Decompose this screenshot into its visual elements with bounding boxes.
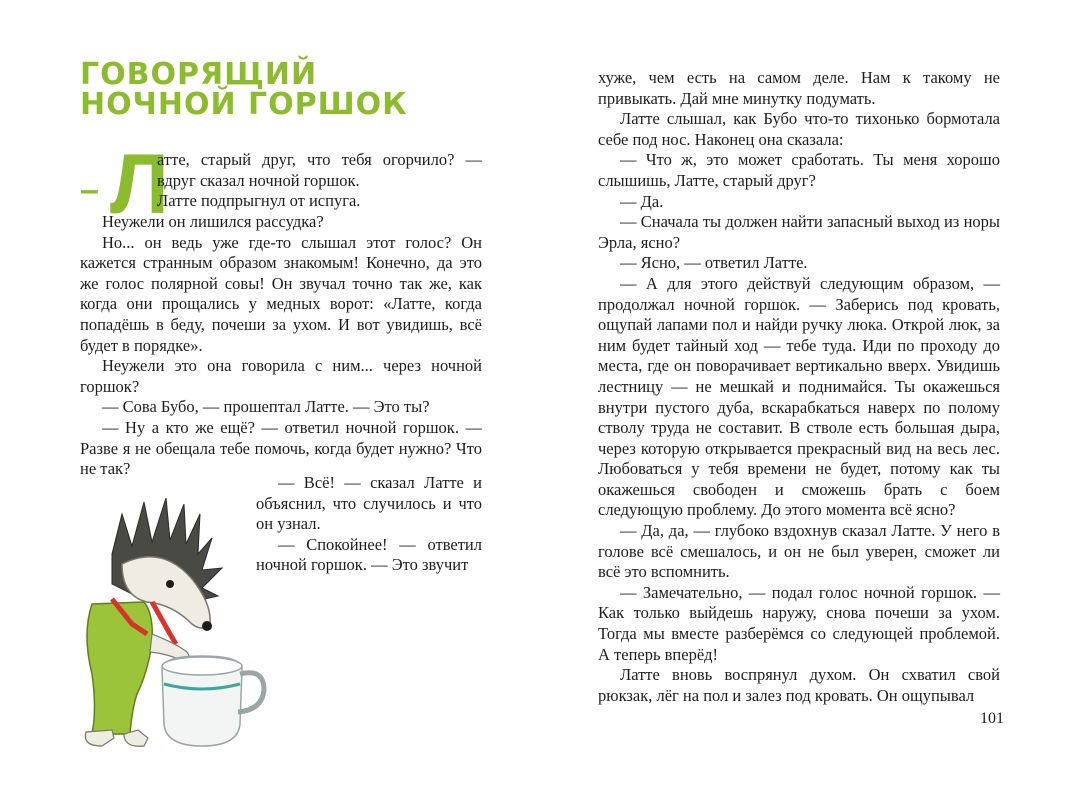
chapter-title-line-1: ГОВОРЯЩИЙ — [80, 57, 318, 92]
paragraph: — Всё! — сказал Латте и объяснил, что случилось и что он узнал. — [256, 473, 482, 534]
paragraph: — Спокойнее! — ответил ночной горшок. — Это звучит — [256, 534, 482, 575]
paragraph: — Замечательно, — подал голос ночной горшок. — Как только выйдешь наружу, снова почеши за ухом. Тогда мы вместе разберёмся со следующей проблемой. А теперь вперёд! — [598, 582, 1000, 664]
paragraph: — Ясно, — ответил Латте. — [620, 253, 808, 273]
drop-cap-dash: – — [80, 171, 99, 209]
hedgehog-nose — [202, 621, 212, 631]
drop-cap-line-2: вдруг сказал ночной горшок. — [157, 170, 360, 190]
page-number — [980, 710, 1004, 728]
chapter-title — [80, 57, 408, 122]
hedgehog-foot — [124, 730, 148, 746]
paragraph: Латте слышал, как Бубо что-то тихонько бормотала себе под нос. Наконец она сказала: — [598, 109, 1000, 149]
hedgehog-foot — [85, 730, 114, 746]
chapter-title-line-2: НОЧНОЙ ГОРШОК — [80, 87, 408, 122]
paragraph: Но... он ведь уже где-то слышал этот голос? Он кажется странным образом знакомым! Конечно, да это же голос полярной совы! Он звучал точно так же, как когда они прощались у медных ворот: «Латте, когда попадёшь в беду, почеши за ухом. И вот увидишь, всё будет в порядке». — [80, 232, 482, 355]
paragraph: — Сначала ты должен найти запасный выход из норы Эрла, ясно? — [598, 212, 1000, 252]
hedgehog-illustration — [52, 484, 282, 754]
paragraph: — Сова Бубо, — прошептал Латте. — Это ты? — [102, 397, 430, 417]
drop-cap-lines — [157, 150, 482, 212]
paragraph: — Да. — [620, 191, 664, 211]
left-text-column — [80, 137, 482, 480]
chamber-pot — [162, 656, 264, 746]
paragraph: Неужели это она говорила с ним... через ночной горшок? — [80, 356, 482, 396]
paragraph: Неужели он лишился рассудка? — [102, 212, 324, 231]
paragraph: хуже, чем есть на самом деле. Нам к такому не привыкать. Дай мне минутку подумать. — [598, 68, 1000, 108]
paragraph: — Ну а кто же ещё? — ответил ночной горшок. — Разве я не обещала тебе помочь, когда будет нужно? Что не так? — [80, 417, 482, 479]
wrapped-text-column — [256, 473, 482, 576]
paragraph: — Что ж, это может сработать. Ты меня хорошо слышишь, Латте, старый друг? — [598, 150, 1000, 190]
page-number-text: 101 — [980, 710, 1004, 727]
hedgehog-eye — [166, 580, 174, 588]
paragraph: — А для этого действуй следующим образом, — продолжал ночной горшок. — Заберись под кровать, ощупай лапами пол и найди ручку люка. Открой люк, за ним будет тайный ход — тебе туда. Иди по проходу до места, где он поворачивает вертикально вверх. Увидишь лестницу — не мешкай и поднимайся. Ты окажешься внутри пустого дуба, вскарабкаться наверх по полому стволу труда не составит. В стволе есть большая дыра, через которую открывается прекрасный вид на весь лес. Любоваться у тебя времени не будет, потому как ты окажешься свободен и сможешь брать с боем следующую проблему. До этого момента всё ясно? — [598, 273, 1000, 520]
right-page — [540, 0, 1080, 791]
drop-cap-letter: Л — [110, 137, 169, 231]
paragraph: — Да, да, — глубоко вздохнув сказал Латте. У него в голове всё смешалось, и он не был уверен, сможет ли всё это вспомнить. — [598, 521, 1000, 582]
drop-cap-line-1: атте, старый друг, что тебя огорчило? — — [157, 150, 482, 169]
paragraph: Латте вновь воспрянул духом. Он схватил свой рюкзак, лёг на пол и залез под кровать. Он ощупывал — [598, 665, 1000, 705]
right-text-column — [598, 68, 1000, 706]
hedgehog-overalls — [87, 602, 152, 734]
drop-cap-line-3: Латте подпрыгнул от испуга. — [157, 191, 361, 211]
